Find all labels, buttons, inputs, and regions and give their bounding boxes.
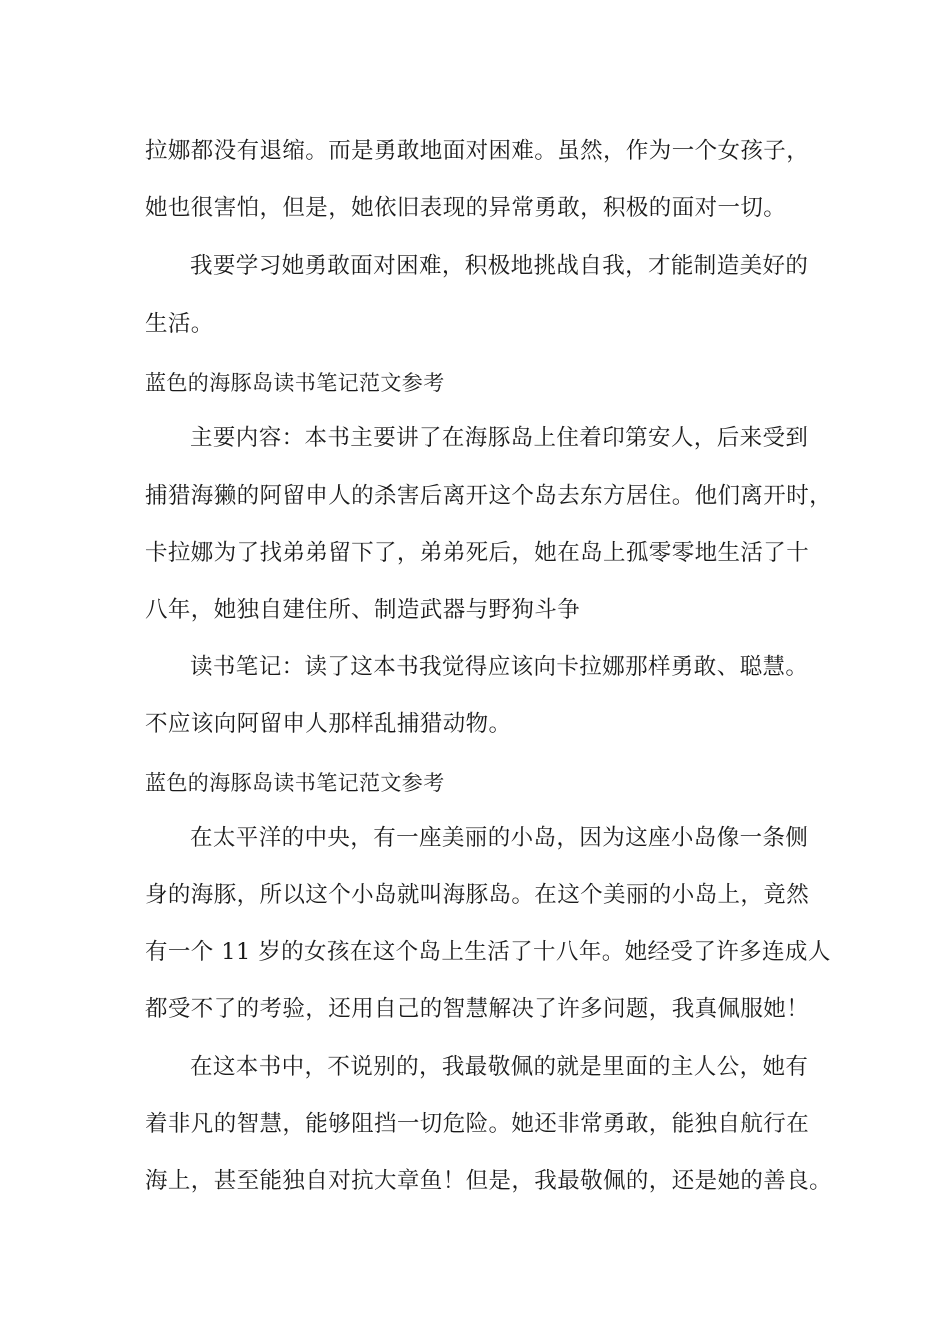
section-heading: 蓝色的海豚岛读书笔记范文参考 <box>145 371 445 395</box>
paragraph-line: 主要内容：本书主要讲了在海豚岛上住着印第安人，后来受到 <box>190 425 809 451</box>
paragraph-line: 在太平洋的中央，有一座美丽的小岛，因为这座小岛像一条侧 <box>190 825 809 851</box>
paragraph-line: 海上，甚至能独自对抗大章鱼！但是，我最敬佩的，还是她的善良。 <box>145 1168 833 1194</box>
paragraph-line: 她也很害怕，但是，她依旧表现的异常勇敢，积极的面对一切。 <box>145 195 787 221</box>
paragraph-line: 生活。 <box>145 311 214 337</box>
paragraph-line: 都受不了的考验，还用自己的智慧解决了许多问题，我真佩服她！ <box>145 996 810 1022</box>
section-heading: 蓝色的海豚岛读书笔记范文参考 <box>145 771 445 795</box>
paragraph-line: 八年，她独自建住所、制造武器与野狗斗争 <box>145 597 581 623</box>
paragraph-line: 身的海豚，所以这个小岛就叫海豚岛。在这个美丽的小岛上，竟然 <box>145 882 810 908</box>
paragraph-line: 着非凡的智慧，能够阻挡一切危险。她还非常勇敢，能独自航行在 <box>145 1111 810 1137</box>
paragraph-line: 拉娜都没有退缩。而是勇敢地面对困难。虽然，作为一个女孩子， <box>145 138 810 164</box>
paragraph-line: 我要学习她勇敢面对困难，积极地挑战自我，才能制造美好的 <box>190 253 809 279</box>
paragraph-line: 捕猎海獭的阿留申人的杀害后离开这个岛去东方居住。他们离开时， <box>145 483 833 509</box>
paragraph-line: 读书笔记：读了这本书我觉得应该向卡拉娜那样勇敢、聪慧。 <box>190 654 809 680</box>
paragraph-line: 有一个 11 岁的女孩在这个岛上生活了十八年。她经受了许多连成人 <box>145 939 831 965</box>
paragraph-line: 不应该向阿留申人那样乱捕猎动物。 <box>145 711 512 737</box>
paragraph-line: 在这本书中，不说别的，我最敬佩的就是里面的主人公，她有 <box>190 1054 809 1080</box>
paragraph-line: 卡拉娜为了找弟弟留下了，弟弟死后，她在岛上孤零零地生活了十 <box>145 540 810 566</box>
